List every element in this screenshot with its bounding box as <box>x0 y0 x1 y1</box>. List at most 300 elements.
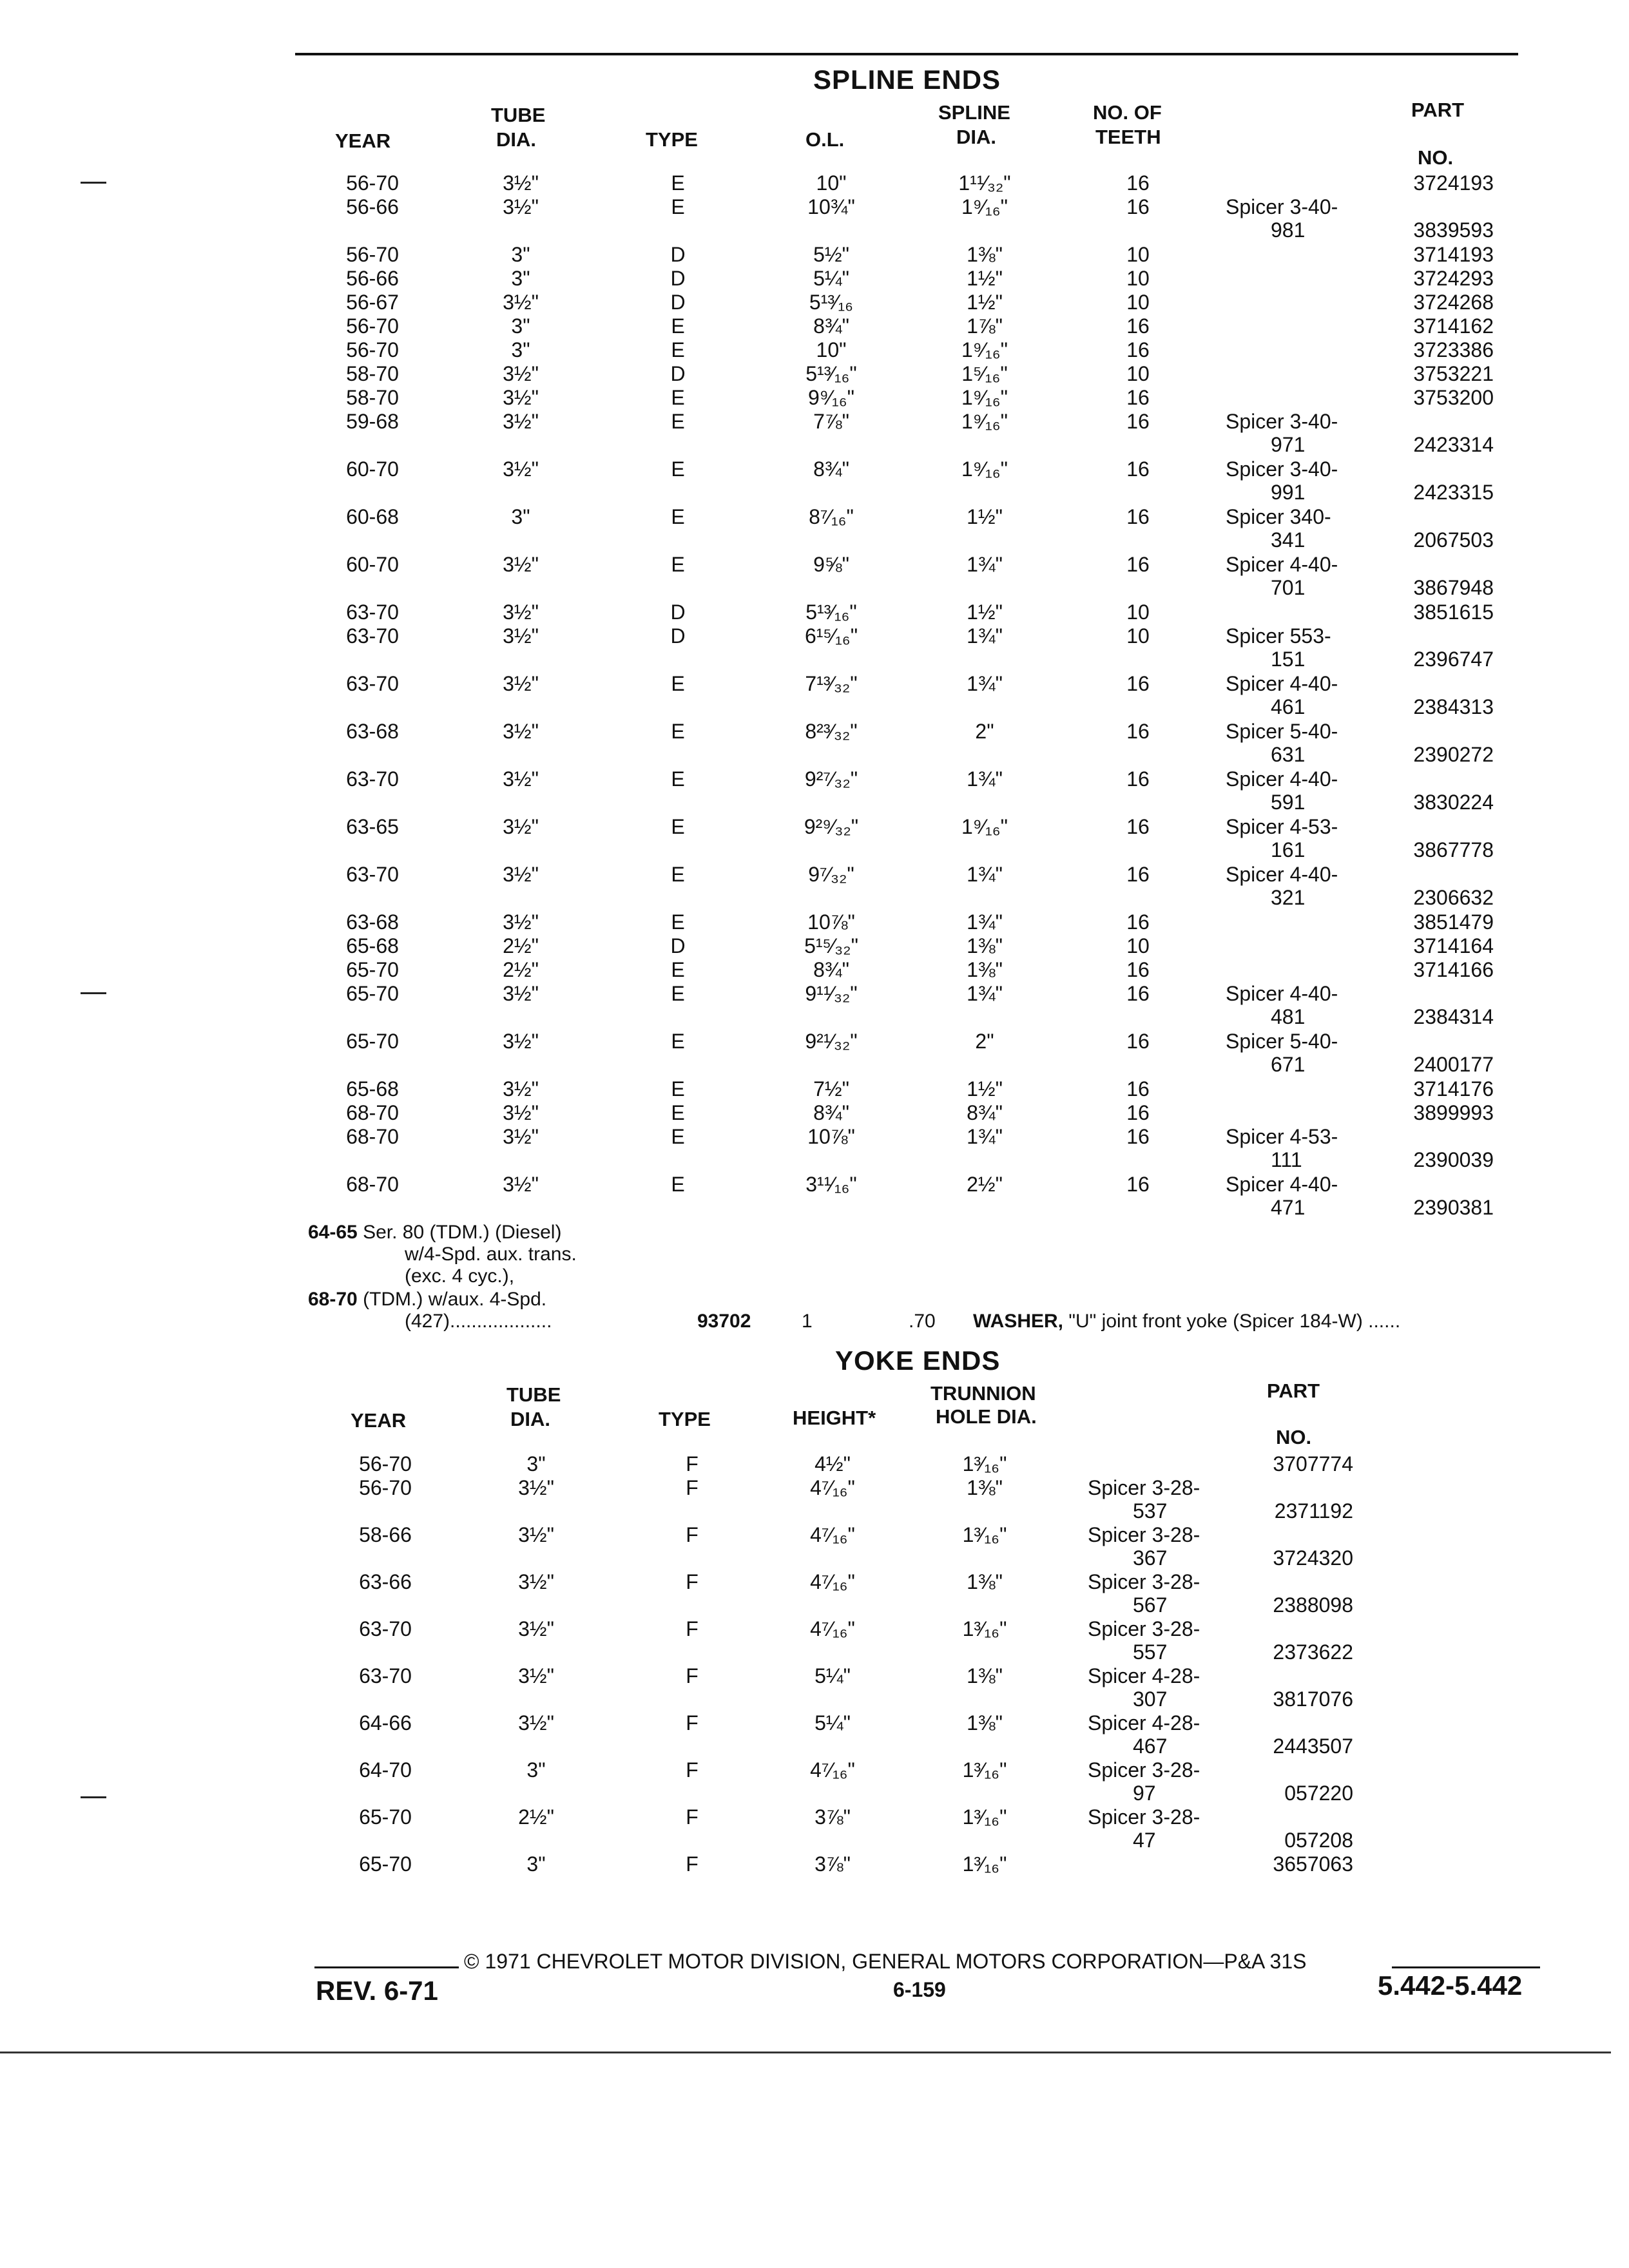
row-tube-dia: 3½" <box>503 362 539 385</box>
spicer-ref-line-1: Spicer 3-40- <box>1226 195 1338 218</box>
row-part-number: 3839593 <box>1413 218 1494 242</box>
row-type: E <box>671 982 685 1005</box>
row-part-number: 2423315 <box>1413 481 1494 504</box>
row-spline-dia: 1⅜" <box>967 243 1003 266</box>
row-spicer-ref <box>1226 1173 1338 1219</box>
row-tube-dia: 3" <box>526 1852 546 1876</box>
row-spicer-ref <box>1226 1125 1338 1171</box>
spicer-ref-line-2: 151 <box>1271 648 1306 671</box>
row-year: 63-65 <box>346 815 399 838</box>
row-height: 3⅞" <box>815 1852 851 1876</box>
yoke-title: YOKE ENDS <box>835 1345 1001 1376</box>
spicer-ref-line-2: 111 <box>1271 1148 1302 1171</box>
spicer-ref-line-1: Spicer 3-28- <box>1088 1805 1200 1829</box>
spicer-ref-line-2: 557 <box>1133 1640 1168 1664</box>
row-tube-dia: 3½" <box>503 815 539 838</box>
row-spicer-ref <box>1226 863 1338 909</box>
row-part-number: 3851615 <box>1413 601 1494 624</box>
row-tube-dia: 3½" <box>503 457 539 481</box>
row-ol: 9⁷⁄₃₂" <box>808 863 854 886</box>
spicer-ref-line-1: Spicer 3-28- <box>1088 1617 1200 1640</box>
row-tube-dia: 3" <box>526 1758 546 1782</box>
spicer-ref-line-1: Spicer 340- <box>1226 505 1331 528</box>
row-part-number: 3714164 <box>1413 934 1494 957</box>
row-type: D <box>670 291 686 314</box>
row-year: 58-70 <box>346 362 399 385</box>
row-type: E <box>671 386 685 409</box>
row-part-number: 2373622 <box>1273 1640 1353 1664</box>
row-spline-dia: 1¾" <box>967 982 1003 1005</box>
row-spline-dia: 1⅜" <box>967 958 1003 981</box>
row-part-number: 2423314 <box>1413 433 1494 456</box>
row-year: 56-70 <box>359 1452 412 1475</box>
row-ol: 5¼" <box>813 267 849 290</box>
row-spicer-ref <box>1226 457 1338 504</box>
spicer-ref-line-2: 97 <box>1133 1782 1156 1805</box>
row-teeth: 10 <box>1126 601 1150 624</box>
row-type: E <box>671 505 685 528</box>
row-tube-dia: 3½" <box>503 195 539 218</box>
row-tube-dia: 2½" <box>503 958 539 981</box>
row-ol: 7½" <box>813 1077 849 1100</box>
row-ol: 5¹³⁄₁₆" <box>805 362 857 385</box>
spicer-ref-line-2: 467 <box>1133 1735 1168 1758</box>
note-year-2: 68-70 <box>308 1289 358 1310</box>
row-type: D <box>670 624 686 648</box>
row-teeth: 16 <box>1126 958 1150 981</box>
row-spline-dia: 1¹¹⁄₃₂" <box>958 171 1011 195</box>
spicer-ref-line-2: 567 <box>1133 1593 1168 1617</box>
row-part-number: 3899993 <box>1413 1101 1494 1124</box>
row-teeth: 10 <box>1126 243 1150 266</box>
row-tube-dia: 2½" <box>518 1805 554 1829</box>
row-ol: 7⅞" <box>813 410 849 433</box>
row-tube-dia: 3" <box>511 267 530 290</box>
header-tube-1: TUBE <box>491 104 546 126</box>
spicer-ref-line-1: Spicer 4-40- <box>1226 982 1338 1005</box>
header-spline-2: DIA. <box>956 126 996 148</box>
row-year: 65-70 <box>346 1030 399 1053</box>
spicer-ref-line-1: Spicer 5-40- <box>1226 1030 1338 1053</box>
top-rule <box>295 53 1518 55</box>
row-tube-dia: 3½" <box>503 1077 539 1100</box>
row-spicer-ref <box>1088 1711 1200 1758</box>
row-tube-dia: 3½" <box>503 720 539 743</box>
row-type: E <box>671 553 685 576</box>
row-year: 56-70 <box>346 171 399 195</box>
row-part-number: 3867948 <box>1413 576 1494 599</box>
row-part-number: 2384313 <box>1413 695 1494 718</box>
row-trunnion-dia: 1³⁄₁₆" <box>962 1852 1007 1876</box>
spicer-ref-line-2: 701 <box>1271 576 1306 599</box>
row-tube-dia: 3½" <box>503 410 539 433</box>
row-year: 63-70 <box>359 1664 412 1687</box>
note-part-number: 93702 <box>697 1311 751 1332</box>
row-year: 68-70 <box>346 1101 399 1124</box>
row-teeth: 16 <box>1126 171 1150 195</box>
spicer-ref-line-1: Spicer 4-40- <box>1226 553 1338 576</box>
row-spicer-ref <box>1088 1805 1200 1852</box>
spicer-ref-line-1: Spicer 4-40- <box>1226 767 1338 791</box>
footer-rule-left <box>314 1966 459 1968</box>
yoke-header-year: YEAR <box>351 1409 407 1432</box>
row-year: 56-70 <box>346 243 399 266</box>
row-tube-dia: 3" <box>511 338 530 361</box>
header-teeth-2: TEETH <box>1095 126 1161 148</box>
row-tube-dia: 3" <box>511 243 530 266</box>
row-part-number: 2443507 <box>1273 1735 1353 1758</box>
row-year: 65-70 <box>359 1805 412 1829</box>
spicer-ref-line-1: Spicer 3-28- <box>1088 1570 1200 1593</box>
row-height: 3⅞" <box>815 1805 851 1829</box>
row-teeth: 10 <box>1126 934 1150 957</box>
header-part-1: PART <box>1411 99 1465 121</box>
spicer-ref-line-1: Spicer 3-28- <box>1088 1758 1200 1782</box>
row-type: D <box>670 362 686 385</box>
row-year: 64-70 <box>359 1758 412 1782</box>
row-part-number: 2390381 <box>1413 1196 1494 1219</box>
row-tube-dia: 3½" <box>503 1125 539 1148</box>
row-teeth: 16 <box>1126 720 1150 743</box>
row-ol: 10¾" <box>807 195 855 218</box>
row-year: 68-70 <box>346 1125 399 1148</box>
row-part-number: 3723386 <box>1413 338 1494 361</box>
row-ol: 5½" <box>813 243 849 266</box>
spicer-ref-line-2: 161 <box>1271 838 1306 861</box>
row-year: 63-66 <box>359 1570 412 1593</box>
row-part-number: 2067503 <box>1413 528 1494 552</box>
row-part-number: 3753221 <box>1413 362 1494 385</box>
row-tube-dia: 3" <box>511 505 530 528</box>
row-ol: 7¹³⁄₃₂" <box>805 672 858 695</box>
row-year: 58-66 <box>359 1523 412 1546</box>
spicer-ref-line-2: 341 <box>1271 528 1306 552</box>
spicer-ref-line-2: 367 <box>1133 1546 1168 1570</box>
spicer-ref-line-2: 481 <box>1271 1005 1306 1028</box>
row-year: 65-70 <box>346 982 399 1005</box>
row-type: E <box>671 338 685 361</box>
bottom-rule <box>0 2052 1611 2053</box>
header-part-2: NO. <box>1418 146 1454 169</box>
row-part-number: 3753200 <box>1413 386 1494 409</box>
row-teeth: 16 <box>1126 1101 1150 1124</box>
row-spicer-ref <box>1226 505 1331 552</box>
row-ol: 9²⁹⁄₃₂" <box>804 815 859 838</box>
row-ol: 8¾" <box>813 314 849 338</box>
row-ol: 6¹⁵⁄₁₆" <box>804 624 858 648</box>
row-year: 60-70 <box>346 457 399 481</box>
footer-rule-right <box>1392 1966 1540 1968</box>
row-tube-dia: 3½" <box>518 1711 554 1735</box>
row-type: E <box>671 863 685 886</box>
row-spline-dia: 1½" <box>967 601 1003 624</box>
row-part-number: 3724320 <box>1273 1546 1353 1570</box>
row-year: 63-70 <box>346 624 399 648</box>
row-spline-dia: 1½" <box>967 1077 1003 1100</box>
row-teeth: 16 <box>1126 410 1150 433</box>
row-spicer-ref <box>1226 1030 1338 1076</box>
row-spicer-ref <box>1226 553 1338 599</box>
row-tube-dia: 3" <box>526 1452 546 1475</box>
row-type: E <box>671 815 685 838</box>
row-spline-dia: 1⅜" <box>967 934 1003 957</box>
note-desc-bold: WASHER, <box>973 1311 1064 1332</box>
row-teeth: 16 <box>1126 386 1150 409</box>
row-height: 4⁷⁄₁₆" <box>810 1758 855 1782</box>
row-part-number: 2306632 <box>1413 886 1494 909</box>
row-type: F <box>686 1452 699 1475</box>
row-tube-dia: 2½" <box>503 934 539 957</box>
row-teeth: 16 <box>1126 672 1150 695</box>
row-teeth: 16 <box>1126 505 1150 528</box>
row-part-number: 3714162 <box>1413 314 1494 338</box>
note-line-3: (exc. 4 cyc.), <box>405 1265 515 1287</box>
footer-copyright: © 1971 CHEVROLET MOTOR DIVISION, GENERAL MOTORS CORPORATION—P&A 31S <box>464 1950 1307 1973</box>
row-tube-dia: 3½" <box>503 386 539 409</box>
row-year: 65-70 <box>359 1852 412 1876</box>
yoke-header-height: HEIGHT* <box>793 1407 876 1429</box>
row-trunnion-dia: 1³⁄₁₆" <box>962 1805 1007 1829</box>
note-desc: "U" joint front yoke (Spicer 184-W) ...... <box>1068 1311 1401 1332</box>
row-year: 63-70 <box>346 863 399 886</box>
yoke-header-type: TYPE <box>659 1408 711 1430</box>
row-type: E <box>671 1077 685 1100</box>
row-teeth: 16 <box>1126 338 1150 361</box>
row-height: 4⁷⁄₁₆" <box>810 1570 855 1593</box>
spline-title: SPLINE ENDS <box>813 64 1001 95</box>
row-type: F <box>686 1852 699 1876</box>
row-tube-dia: 3½" <box>503 624 539 648</box>
margin-tick <box>81 1796 106 1798</box>
spicer-ref-line-2: 971 <box>1271 433 1306 456</box>
row-type: F <box>686 1805 699 1829</box>
row-year: 56-66 <box>346 195 399 218</box>
row-part-number: 3724268 <box>1413 291 1494 314</box>
row-spline-dia: 1⁹⁄₁₆" <box>961 410 1008 433</box>
row-year: 56-70 <box>346 338 399 361</box>
row-spline-dia: 8¾" <box>967 1101 1003 1124</box>
row-spline-dia: 1½" <box>967 267 1003 290</box>
row-teeth: 16 <box>1126 910 1150 934</box>
row-spicer-ref <box>1088 1617 1200 1664</box>
spicer-ref-line-1: Spicer 4-53- <box>1226 815 1338 838</box>
row-teeth: 16 <box>1126 863 1150 886</box>
row-part-number: 3657063 <box>1273 1852 1353 1876</box>
row-year: 63-70 <box>346 672 399 695</box>
spicer-ref-line-1: Spicer 553- <box>1226 624 1331 648</box>
row-spline-dia: 1⁹⁄₁₆" <box>961 386 1008 409</box>
row-part-number: 3867778 <box>1413 838 1494 861</box>
row-spline-dia: 1¾" <box>967 553 1003 576</box>
row-teeth: 16 <box>1126 314 1150 338</box>
row-type: E <box>671 314 685 338</box>
row-spline-dia: 1⁹⁄₁₆" <box>961 457 1008 481</box>
row-spicer-ref <box>1088 1664 1200 1711</box>
row-spline-dia: 1¾" <box>967 910 1003 934</box>
row-spline-dia: 1⁹⁄₁₆" <box>961 195 1008 218</box>
row-spline-dia: 1¾" <box>967 624 1003 648</box>
row-ol: 5¹⁵⁄₃₂" <box>804 934 858 957</box>
header-tube-2: DIA. <box>496 128 536 151</box>
row-year: 60-68 <box>346 505 399 528</box>
row-tube-dia: 3½" <box>503 553 539 576</box>
row-ol: 9²⁷⁄₃₂" <box>804 767 858 791</box>
row-tube-dia: 3½" <box>503 1173 539 1196</box>
row-trunnion-dia: 1⅜" <box>967 1664 1003 1687</box>
row-spicer-ref <box>1088 1570 1200 1617</box>
row-tube-dia: 3½" <box>518 1664 554 1687</box>
row-spicer-ref <box>1226 410 1338 456</box>
row-tube-dia: 3½" <box>503 291 539 314</box>
note-line-4: (TDM.) w/aux. 4-Spd. <box>363 1289 547 1310</box>
row-spline-dia: 2" <box>975 1030 994 1053</box>
spicer-ref-line-1: Spicer 3-28- <box>1088 1476 1200 1499</box>
spicer-ref-line-1: Spicer 4-40- <box>1226 1173 1338 1196</box>
row-type: E <box>671 1125 685 1148</box>
row-height: 5¼" <box>815 1711 851 1735</box>
row-trunnion-dia: 1⅜" <box>967 1476 1003 1499</box>
spicer-ref-line-2: 537 <box>1133 1499 1168 1523</box>
row-part-number: 3851479 <box>1413 910 1494 934</box>
row-tube-dia: 3½" <box>518 1476 554 1499</box>
row-spicer-ref <box>1226 672 1338 718</box>
row-year: 60-70 <box>346 553 399 576</box>
row-spicer-ref <box>1226 195 1338 242</box>
footer-page-number: 6-159 <box>893 1978 946 2001</box>
row-year: 56-70 <box>359 1476 412 1499</box>
row-spicer-ref <box>1226 982 1338 1028</box>
row-ol: 10⅞" <box>807 1125 855 1148</box>
row-year: 64-66 <box>359 1711 412 1735</box>
row-tube-dia: 3½" <box>503 863 539 886</box>
row-type: E <box>671 1173 685 1196</box>
spicer-ref-line-1: Spicer 4-40- <box>1226 863 1338 886</box>
row-type: D <box>670 934 686 957</box>
row-tube-dia: 3½" <box>503 910 539 934</box>
row-year: 56-66 <box>346 267 399 290</box>
row-part-number: 2384314 <box>1413 1005 1494 1028</box>
spicer-ref-line-2: 47 <box>1133 1829 1156 1852</box>
row-year: 63-70 <box>359 1617 412 1640</box>
row-type: F <box>686 1570 699 1593</box>
yoke-header-part-1: PART <box>1267 1379 1320 1402</box>
row-part-number: 3817076 <box>1273 1687 1353 1711</box>
row-tube-dia: 3½" <box>518 1523 554 1546</box>
row-trunnion-dia: 1³⁄₁₆" <box>962 1523 1007 1546</box>
row-height: 4⁷⁄₁₆" <box>810 1476 855 1499</box>
row-part-number: 3714166 <box>1413 958 1494 981</box>
row-ol: 9²¹⁄₃₂" <box>805 1030 858 1053</box>
header-year: YEAR <box>335 130 391 152</box>
row-teeth: 10 <box>1126 291 1150 314</box>
note-line-5: (427)................... <box>405 1311 552 1332</box>
yoke-header-trunnion-2: HOLE DIA. <box>936 1405 1037 1428</box>
row-spline-dia: 2½" <box>967 1173 1003 1196</box>
row-spline-dia: 1⁹⁄₁₆" <box>961 338 1008 361</box>
row-type: F <box>686 1664 699 1687</box>
row-year: 65-68 <box>346 934 399 957</box>
row-spicer-ref <box>1226 624 1331 671</box>
margin-tick <box>81 182 106 184</box>
row-trunnion-dia: 1³⁄₁₆" <box>962 1452 1007 1475</box>
row-part-number: 057220 <box>1284 1782 1353 1805</box>
row-type: D <box>670 243 686 266</box>
row-type: F <box>686 1523 699 1546</box>
row-height: 5¼" <box>815 1664 851 1687</box>
header-type: TYPE <box>646 128 698 151</box>
row-year: 56-67 <box>346 291 399 314</box>
row-year: 63-68 <box>346 910 399 934</box>
row-teeth: 10 <box>1126 267 1150 290</box>
row-part-number: 2390272 <box>1413 743 1494 766</box>
row-year: 58-70 <box>346 386 399 409</box>
row-type: E <box>671 910 685 934</box>
row-tube-dia: 3½" <box>518 1617 554 1640</box>
row-height: 4⁷⁄₁₆" <box>810 1617 855 1640</box>
spicer-ref-line-1: Spicer 4-53- <box>1226 1125 1338 1148</box>
yoke-header-trunnion-1: TRUNNION <box>930 1382 1036 1405</box>
row-height: 4⁷⁄₁₆" <box>810 1523 855 1546</box>
row-year: 65-70 <box>346 958 399 981</box>
spicer-ref-line-2: 321 <box>1271 886 1306 909</box>
row-spline-dia: 1¾" <box>967 767 1003 791</box>
note-line-1: Ser. 80 (TDM.) (Diesel) <box>363 1222 562 1243</box>
spicer-ref-line-1: Spicer 5-40- <box>1226 720 1338 743</box>
row-teeth: 16 <box>1126 1173 1150 1196</box>
row-trunnion-dia: 1⅜" <box>967 1570 1003 1593</box>
row-year: 63-70 <box>346 767 399 791</box>
row-trunnion-dia: 1³⁄₁₆" <box>962 1617 1007 1640</box>
note-line-2: w/4-Spd. aux. trans. <box>405 1244 577 1265</box>
row-ol: 8⁷⁄₁₆" <box>809 505 854 528</box>
row-spline-dia: 1¾" <box>967 863 1003 886</box>
row-teeth: 16 <box>1126 457 1150 481</box>
row-spicer-ref <box>1088 1523 1200 1570</box>
row-ol: 9⁹⁄₁₆" <box>808 386 854 409</box>
spicer-ref-line-1: Spicer 3-40- <box>1226 410 1338 433</box>
row-spline-dia: 1⁹⁄₁₆" <box>961 815 1008 838</box>
row-type: F <box>686 1711 699 1735</box>
row-tube-dia: 3½" <box>503 1030 539 1053</box>
spicer-ref-line-1: Spicer 3-28- <box>1088 1523 1200 1546</box>
row-ol: 8¾" <box>813 1101 849 1124</box>
row-teeth: 10 <box>1126 362 1150 385</box>
row-type: E <box>671 672 685 695</box>
row-spline-dia: 1⅞" <box>967 314 1003 338</box>
row-tube-dia: 3½" <box>518 1570 554 1593</box>
spicer-ref-line-2: 471 <box>1271 1196 1306 1219</box>
row-spicer-ref <box>1226 720 1338 766</box>
margin-tick <box>81 992 106 994</box>
row-type: E <box>671 171 685 195</box>
row-ol: 8¾" <box>813 457 849 481</box>
row-tube-dia: 3½" <box>503 601 539 624</box>
row-tube-dia: 3" <box>511 314 530 338</box>
spicer-ref-line-2: 307 <box>1133 1687 1168 1711</box>
spicer-ref-line-1: Spicer 3-40- <box>1226 457 1338 481</box>
row-part-number: 3714176 <box>1413 1077 1494 1100</box>
row-teeth: 16 <box>1126 1125 1150 1148</box>
row-spline-dia: 1½" <box>967 505 1003 528</box>
row-spline-dia: 1¾" <box>967 1125 1003 1148</box>
row-type: E <box>671 720 685 743</box>
row-spline-dia: 1⁵⁄₁₆" <box>961 362 1008 385</box>
row-type: E <box>671 195 685 218</box>
row-teeth: 16 <box>1126 553 1150 576</box>
row-spicer-ref <box>1226 767 1338 814</box>
spicer-ref-line-2: 631 <box>1271 743 1306 766</box>
header-spline-1: SPLINE <box>938 101 1010 124</box>
